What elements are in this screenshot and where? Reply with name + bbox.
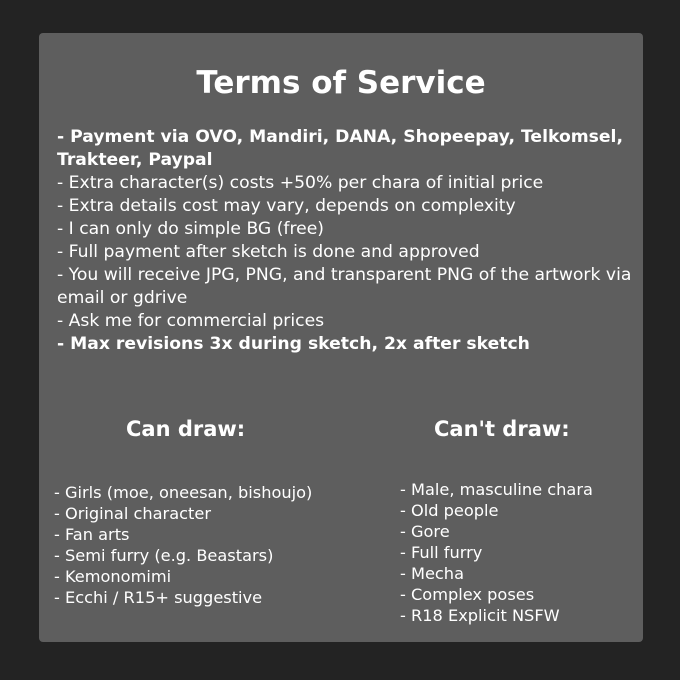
- can-draw-item: - Kemonomimi: [54, 567, 172, 586]
- cant-draw-item: - Complex poses: [400, 585, 535, 604]
- term-item: - I can only do simple BG (free): [57, 219, 325, 239]
- cant-draw-item: - Full furry: [400, 543, 483, 562]
- page-title: Terms of Service: [196, 65, 486, 101]
- cant-draw-item: - R18 Explicit NSFW: [400, 606, 560, 625]
- cant-draw-item: - Gore: [400, 522, 450, 541]
- cant-draw-item: - Old people: [400, 501, 499, 520]
- cant-draw-item: - Mecha: [400, 564, 464, 583]
- term-item: - Extra details cost may vary, depends on complexity: [57, 196, 516, 216]
- term-item: - You will receive JPG, PNG, and transparent PNG of the artwork via email or gdrive: [57, 265, 632, 308]
- can-draw-heading: Can draw:: [126, 417, 246, 441]
- term-item: - Full payment after sketch is done and approved: [57, 242, 480, 262]
- cant-draw-item: - Male, masculine chara: [400, 480, 593, 499]
- terms-card: [39, 33, 643, 642]
- can-draw-list: [54, 482, 312, 608]
- term-item: - Extra character(s) costs +50% per chara of initial price: [57, 173, 544, 193]
- can-draw-item: - Girls (moe, oneesan, bishoujo): [54, 483, 313, 502]
- cant-draw-list: [400, 479, 593, 626]
- term-item: - Max revisions 3x during sketch, 2x after sketch: [57, 334, 530, 354]
- can-draw-item: - Fan arts: [54, 525, 130, 544]
- term-item: - Ask me for commercial prices: [57, 311, 325, 331]
- can-draw-item: - Ecchi / R15+ suggestive: [54, 588, 263, 607]
- terms-list: [57, 126, 637, 356]
- can-draw-item: - Semi furry (e.g. Beastars): [54, 546, 274, 565]
- can-draw-item: - Original character: [54, 504, 211, 523]
- term-item: - Payment via OVO, Mandiri, DANA, Shopeepay, Telkomsel, Trakteer, Paypal: [57, 127, 623, 170]
- cant-draw-heading: Can't draw:: [434, 417, 570, 441]
